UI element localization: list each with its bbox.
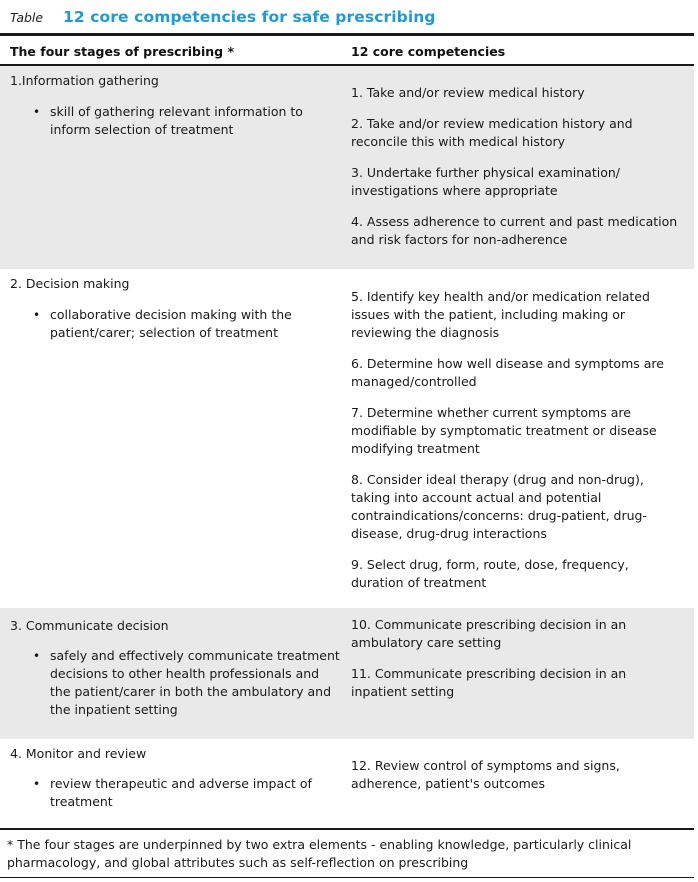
table-row-stage-1 — [0, 66, 694, 269]
table-footnote: * The four stages are underpinned by two extra elements - enabling knowledge, particularly clinical pharmacology, and global attributes such as self-reflection on prescribing — [7, 837, 632, 870]
stage-title: 3. Communicate decision — [10, 618, 169, 633]
caption-label: Table — [10, 10, 44, 25]
stage-title: 1.Information gathering — [10, 73, 159, 88]
stage-description: • review therapeutic and adverse impact of treatment — [50, 775, 342, 811]
competency-item: 12. Review control of symptoms and signs, adherence, patient's outcomes — [351, 758, 620, 791]
competency-item: 2. Take and/or review medication history and reconcile this with medical history — [351, 116, 633, 149]
table-title: 12 core competencies for safe prescribing — [63, 8, 436, 26]
competency-item: 5. Identify key health and/or medication related issues with the patient, including making or reviewing the diagnosis — [351, 289, 650, 340]
bottom-rule — [0, 877, 694, 878]
stage-title: 2. Decision making — [10, 276, 130, 291]
stage-description: • collaborative decision making with the patient/carer; selection of treatment — [50, 306, 342, 342]
competency-item: 6. Determine how well disease and symptoms are managed/controlled — [351, 356, 664, 389]
stage-description: • skill of gathering relevant information to inform selection of treatment — [50, 103, 342, 139]
table-row-stage-4 — [0, 739, 694, 828]
competency-item: 7. Determine whether current symptoms are modifiable by symptomatic treatment or disease modifying treatment — [351, 405, 657, 456]
competency-item: 10. Communicate prescribing decision in an ambulatory care setting — [351, 617, 627, 650]
competency-item: 9. Select drug, form, route, dose, frequency, duration of treatment — [351, 557, 629, 590]
competency-item: 1. Take and/or review medical history — [351, 85, 585, 100]
competency-item: 3. Undertake further physical examination/ investigations where appropriate — [351, 165, 620, 198]
table-row-stage-2 — [0, 269, 694, 608]
stage-title: 4. Monitor and review — [10, 746, 147, 761]
table-row-stage-3 — [0, 608, 694, 739]
stage-description: • safely and effectively communicate treatment decisions to other health professionals and the patient/carer in both the ambulatory and the inpatient setting — [50, 647, 342, 719]
footer-rule — [0, 828, 694, 830]
table-header — [0, 36, 694, 66]
header-stages: The four stages of prescribing * — [10, 44, 234, 59]
table-caption — [10, 8, 436, 30]
competency-item: 4. Assess adherence to current and past medication and risk factors for non-adherence — [351, 214, 678, 247]
competency-item: 11. Communicate prescribing decision in an inpatient setting — [351, 666, 627, 699]
header-competencies: 12 core competencies — [351, 44, 506, 59]
competency-item: 8. Consider ideal therapy (drug and non-drug), taking into account actual and potential contraindications/concerns: drug-patient, drug-disease, drug-drug interactions — [351, 472, 648, 541]
